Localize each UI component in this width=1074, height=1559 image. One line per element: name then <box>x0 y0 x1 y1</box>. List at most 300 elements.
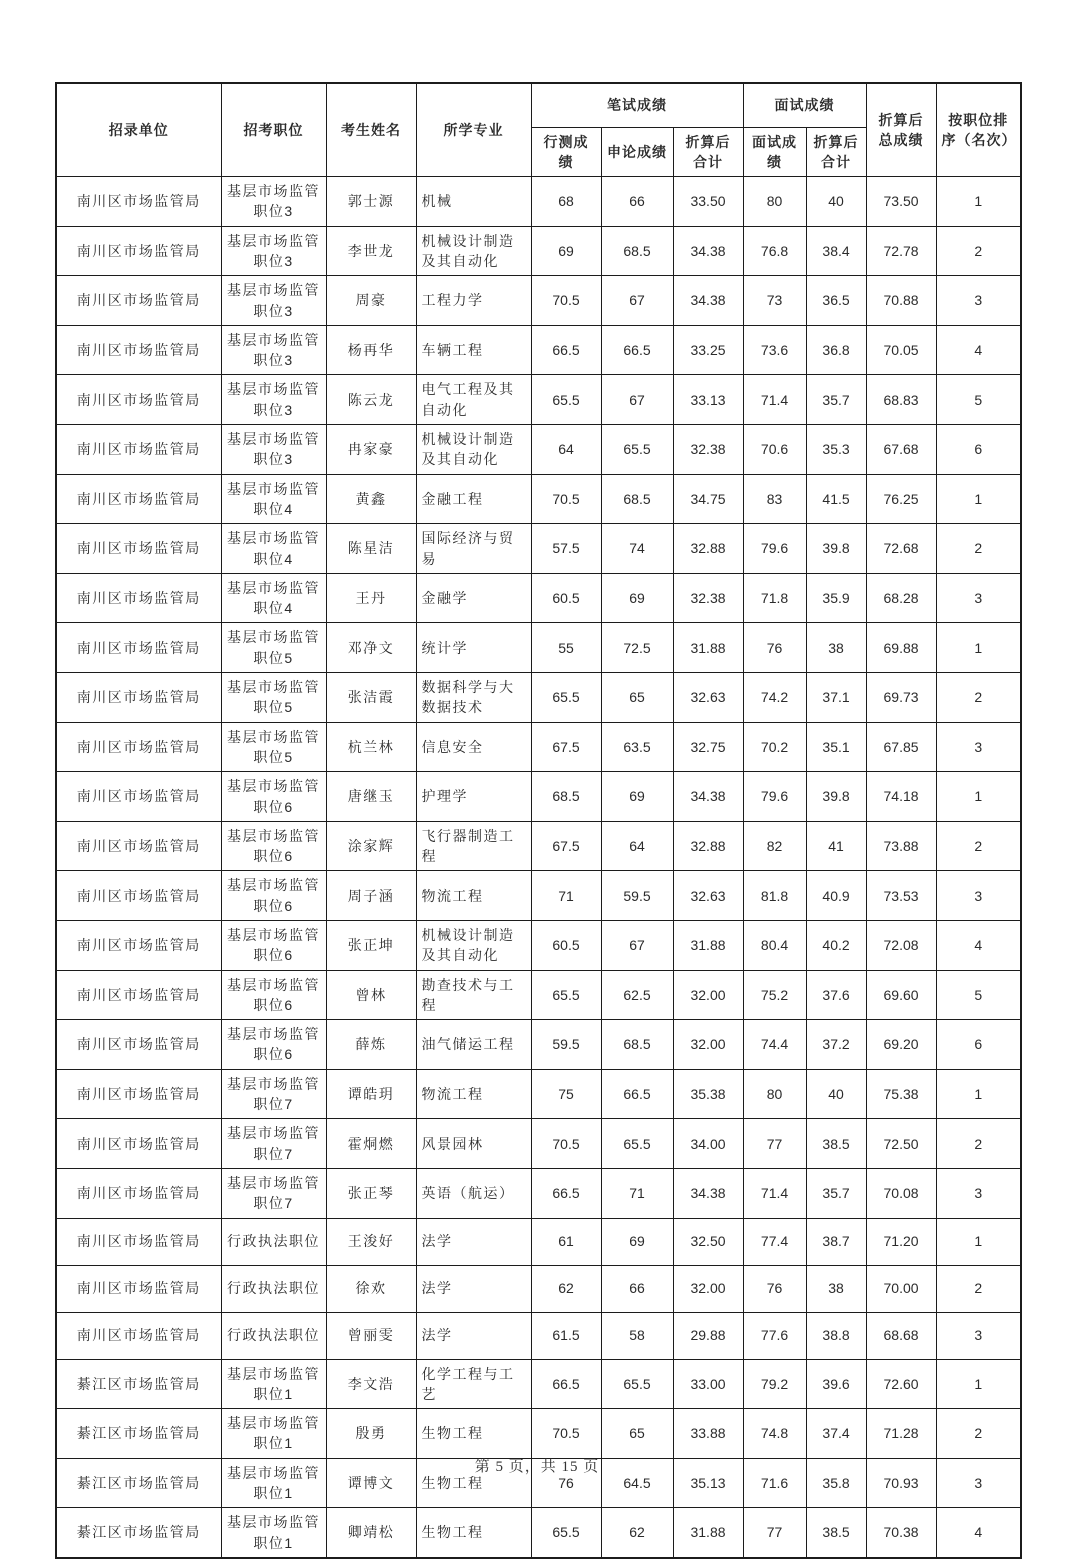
table-cell: 1 <box>936 1069 1021 1119</box>
table-cell: 39.6 <box>806 1359 866 1409</box>
table-cell: 南川区市场监管局 <box>56 623 221 673</box>
table-cell: 65.5 <box>531 970 601 1020</box>
table-cell: 基层市场监管职位6 <box>221 921 326 971</box>
table-cell: 薛炼 <box>326 1020 416 1070</box>
table-cell: 32.88 <box>673 821 743 871</box>
table-cell: 60.5 <box>531 573 601 623</box>
table-cell: 66.5 <box>531 1359 601 1409</box>
table-cell: 基层市场监管职位7 <box>221 1168 326 1218</box>
table-cell: 34.00 <box>673 1119 743 1169</box>
table-row <box>56 921 1021 971</box>
table-cell: 72.68 <box>866 524 936 574</box>
table-cell: 66 <box>601 1265 673 1312</box>
table-cell: 勘查技术与工程 <box>416 970 531 1020</box>
table-cell: 68.28 <box>866 573 936 623</box>
header-shenlun-score: 申论成绩 <box>601 127 673 177</box>
table-cell: 曾丽雯 <box>326 1312 416 1359</box>
table-cell: 1 <box>936 772 1021 822</box>
table-cell: 飞行器制造工程 <box>416 821 531 871</box>
table-cell: 33.00 <box>673 1359 743 1409</box>
table-cell: 基层市场监管职位3 <box>221 177 326 227</box>
table-cell: 物流工程 <box>416 1069 531 1119</box>
table-row <box>56 772 1021 822</box>
table-cell: 基层市场监管职位3 <box>221 375 326 425</box>
table-cell: 1 <box>936 1218 1021 1265</box>
table-cell: 73 <box>743 276 806 326</box>
table-cell: 69.60 <box>866 970 936 1020</box>
table-cell: 2 <box>936 226 1021 276</box>
table-cell: 南川区市场监管局 <box>56 1168 221 1218</box>
table-cell: 5 <box>936 375 1021 425</box>
table-cell: 英语（航运） <box>416 1168 531 1218</box>
table-cell: 73.53 <box>866 871 936 921</box>
table-cell: 2 <box>936 673 1021 723</box>
table-cell: 周子涵 <box>326 871 416 921</box>
table-cell: 基层市场监管职位5 <box>221 673 326 723</box>
table-cell: 67.68 <box>866 425 936 475</box>
table-cell: 70.88 <box>866 276 936 326</box>
table-cell: 65 <box>601 673 673 723</box>
table-cell: 63.5 <box>601 722 673 772</box>
table-cell: 65.5 <box>601 1119 673 1169</box>
table-cell: 谭皓玥 <box>326 1069 416 1119</box>
table-cell: 冉家豪 <box>326 425 416 475</box>
table-cell: 83 <box>743 474 806 524</box>
table-cell: 66 <box>601 177 673 227</box>
table-cell: 76 <box>531 1458 601 1508</box>
table-row <box>56 970 1021 1020</box>
table-cell: 72.60 <box>866 1359 936 1409</box>
table-cell: 70.05 <box>866 325 936 375</box>
table-cell: 74.4 <box>743 1020 806 1070</box>
table-cell: 6 <box>936 425 1021 475</box>
table-cell: 3 <box>936 573 1021 623</box>
table-cell: 基层市场监管职位3 <box>221 425 326 475</box>
table-cell: 73.88 <box>866 821 936 871</box>
table-cell: 35.7 <box>806 1168 866 1218</box>
table-cell: 涂家辉 <box>326 821 416 871</box>
table-cell: 74.2 <box>743 673 806 723</box>
table-cell: 61 <box>531 1218 601 1265</box>
table-cell: 南川区市场监管局 <box>56 276 221 326</box>
table-cell: 唐继玉 <box>326 772 416 822</box>
table-cell: 王丹 <box>326 573 416 623</box>
table-cell: 机械 <box>416 177 531 227</box>
table-cell: 31.88 <box>673 921 743 971</box>
table-cell: 65.5 <box>531 375 601 425</box>
table-cell: 71 <box>531 871 601 921</box>
table-cell: 基层市场监管职位6 <box>221 821 326 871</box>
table-cell: 72.50 <box>866 1119 936 1169</box>
table-cell: 68.5 <box>601 226 673 276</box>
page-number-footer: 第 5 页，共 15 页 <box>474 1459 600 1475</box>
table-cell: 38.4 <box>806 226 866 276</box>
table-cell: 基层市场监管职位4 <box>221 573 326 623</box>
table-cell: 6 <box>936 1020 1021 1070</box>
table-cell: 65.5 <box>531 1508 601 1558</box>
table-row <box>56 1409 1021 1459</box>
table-cell: 2 <box>936 1119 1021 1169</box>
table-cell: 统计学 <box>416 623 531 673</box>
table-cell: 徐欢 <box>326 1265 416 1312</box>
table-cell: 金融学 <box>416 573 531 623</box>
table-row <box>56 821 1021 871</box>
table-cell: 62 <box>601 1508 673 1558</box>
table-cell: 南川区市场监管局 <box>56 375 221 425</box>
table-cell: 38.7 <box>806 1218 866 1265</box>
table-cell: 4 <box>936 1508 1021 1558</box>
table-cell: 33.13 <box>673 375 743 425</box>
table-cell: 綦江区市场监管局 <box>56 1458 221 1508</box>
table-cell: 69 <box>601 573 673 623</box>
table-cell: 67 <box>601 921 673 971</box>
table-cell: 杨再华 <box>326 325 416 375</box>
table-cell: 67.5 <box>531 821 601 871</box>
table-cell: 65.5 <box>601 425 673 475</box>
table-cell: 1 <box>936 474 1021 524</box>
table-cell: 70.6 <box>743 425 806 475</box>
table-cell: 数据科学与大数据技术 <box>416 673 531 723</box>
table-cell: 南川区市场监管局 <box>56 921 221 971</box>
table-cell: 69 <box>601 1218 673 1265</box>
table-cell: 66.5 <box>601 1069 673 1119</box>
table-cell: 74.8 <box>743 1409 806 1459</box>
table-cell: 36.5 <box>806 276 866 326</box>
table-cell: 77.4 <box>743 1218 806 1265</box>
table-cell: 67.5 <box>531 722 601 772</box>
table-cell: 81.8 <box>743 871 806 921</box>
table-cell: 37.6 <box>806 970 866 1020</box>
table-row <box>56 425 1021 475</box>
table-cell: 3 <box>936 722 1021 772</box>
table-cell: 基层市场监管职位4 <box>221 524 326 574</box>
table-cell: 法学 <box>416 1265 531 1312</box>
table-cell: 南川区市场监管局 <box>56 821 221 871</box>
table-cell: 基层市场监管职位6 <box>221 970 326 1020</box>
table-cell: 55 <box>531 623 601 673</box>
table-cell: 32.75 <box>673 722 743 772</box>
table-cell: 80 <box>743 177 806 227</box>
table-cell: 南川区市场监管局 <box>56 573 221 623</box>
table-cell: 70.93 <box>866 1458 936 1508</box>
table-cell: 40 <box>806 177 866 227</box>
table-cell: 37.1 <box>806 673 866 723</box>
table-cell: 国际经济与贸易 <box>416 524 531 574</box>
table-row <box>56 276 1021 326</box>
table-row <box>56 177 1021 227</box>
table-cell: 霍烔燃 <box>326 1119 416 1169</box>
table-cell: 基层市场监管职位7 <box>221 1119 326 1169</box>
table-cell: 信息安全 <box>416 722 531 772</box>
table-cell: 南川区市场监管局 <box>56 673 221 723</box>
table-row <box>56 1020 1021 1070</box>
table-cell: 南川区市场监管局 <box>56 524 221 574</box>
table-cell: 南川区市场监管局 <box>56 1069 221 1119</box>
table-cell: 77.6 <box>743 1312 806 1359</box>
table-cell: 法学 <box>416 1218 531 1265</box>
table-cell: 70.5 <box>531 276 601 326</box>
table-cell: 64 <box>531 425 601 475</box>
table-cell: 33.25 <box>673 325 743 375</box>
table-cell: 72.08 <box>866 921 936 971</box>
table-cell: 74 <box>601 524 673 574</box>
table-cell: 39.8 <box>806 524 866 574</box>
table-row <box>56 1359 1021 1409</box>
table-cell: 卿靖松 <box>326 1508 416 1558</box>
header-interview-converted: 折算后合计 <box>806 127 866 177</box>
table-cell: 71.4 <box>743 375 806 425</box>
table-cell: 71.6 <box>743 1458 806 1508</box>
table-cell: 32.38 <box>673 573 743 623</box>
table-row <box>56 1168 1021 1218</box>
table-cell: 綦江区市场监管局 <box>56 1409 221 1459</box>
table-cell: 38.5 <box>806 1119 866 1169</box>
table-cell: 29.88 <box>673 1312 743 1359</box>
table-cell: 58 <box>601 1312 673 1359</box>
table-cell: 68 <box>531 177 601 227</box>
table-cell: 南川区市场监管局 <box>56 772 221 822</box>
table-row <box>56 871 1021 921</box>
table-cell: 72.5 <box>601 623 673 673</box>
table-row <box>56 1069 1021 1119</box>
table-cell: 生物工程 <box>416 1458 531 1508</box>
table-cell: 82 <box>743 821 806 871</box>
table-cell: 南川区市场监管局 <box>56 177 221 227</box>
table-cell: 32.63 <box>673 871 743 921</box>
table-cell: 基层市场监管职位5 <box>221 623 326 673</box>
table-cell: 68.5 <box>531 772 601 822</box>
table-cell: 75.38 <box>866 1069 936 1119</box>
table-cell: 70.5 <box>531 1119 601 1169</box>
table-cell: 南川区市场监管局 <box>56 474 221 524</box>
table-cell: 机械设计制造及其自动化 <box>416 921 531 971</box>
table-cell: 69.20 <box>866 1020 936 1070</box>
table-cell: 南川区市场监管局 <box>56 722 221 772</box>
table-cell: 65.5 <box>601 1359 673 1409</box>
table-cell: 70.5 <box>531 474 601 524</box>
table-cell: 法学 <box>416 1312 531 1359</box>
table-cell: 护理学 <box>416 772 531 822</box>
header-xingce-score: 行测成绩 <box>531 127 601 177</box>
table-cell: 79.6 <box>743 524 806 574</box>
table-cell: 南川区市场监管局 <box>56 1020 221 1070</box>
table-cell: 32.50 <box>673 1218 743 1265</box>
table-cell: 70.2 <box>743 722 806 772</box>
table-cell: 71 <box>601 1168 673 1218</box>
table-cell: 基层市场监管职位3 <box>221 325 326 375</box>
table-cell: 行政执法职位 <box>221 1265 326 1312</box>
table-row <box>56 673 1021 723</box>
header-row-groups <box>56 83 1021 127</box>
header-group-written-test: 笔试成绩 <box>531 83 743 127</box>
table-cell: 79.6 <box>743 772 806 822</box>
table-cell: 基层市场监管职位6 <box>221 871 326 921</box>
table-cell: 38.8 <box>806 1312 866 1359</box>
table-cell: 66.5 <box>601 325 673 375</box>
table-body <box>56 177 1021 1558</box>
table-cell: 南川区市场监管局 <box>56 871 221 921</box>
table-cell: 32.00 <box>673 1020 743 1070</box>
table-cell: 68.5 <box>601 474 673 524</box>
table-cell: 4 <box>936 921 1021 971</box>
table-cell: 41 <box>806 821 866 871</box>
table-cell: 基层市场监管职位5 <box>221 722 326 772</box>
table-cell: 31.88 <box>673 1508 743 1558</box>
table-cell: 57.5 <box>531 524 601 574</box>
table-cell: 32.00 <box>673 970 743 1020</box>
table-cell: 64 <box>601 821 673 871</box>
table-cell: 车辆工程 <box>416 325 531 375</box>
table-row <box>56 325 1021 375</box>
table-cell: 75.2 <box>743 970 806 1020</box>
table-cell: 40 <box>806 1069 866 1119</box>
table-cell: 73.50 <box>866 177 936 227</box>
table-cell: 3 <box>936 1312 1021 1359</box>
table-row <box>56 722 1021 772</box>
table-cell: 基层市场监管职位3 <box>221 226 326 276</box>
table-cell: 59.5 <box>531 1020 601 1070</box>
table-cell: 67 <box>601 276 673 326</box>
table-cell: 40.2 <box>806 921 866 971</box>
table-cell: 张正琴 <box>326 1168 416 1218</box>
table-cell: 34.38 <box>673 1168 743 1218</box>
table-cell: 3 <box>936 1168 1021 1218</box>
table-cell: 綦江区市场监管局 <box>56 1508 221 1558</box>
table-cell: 基层市场监管职位6 <box>221 1020 326 1070</box>
table-cell: 37.2 <box>806 1020 866 1070</box>
table-cell: 71.8 <box>743 573 806 623</box>
table-cell: 黄鑫 <box>326 474 416 524</box>
table-cell: 基层市场监管职位7 <box>221 1069 326 1119</box>
table-cell: 1 <box>936 1359 1021 1409</box>
table-cell: 机械设计制造及其自动化 <box>416 425 531 475</box>
table-cell: 南川区市场监管局 <box>56 325 221 375</box>
table-cell: 34.38 <box>673 772 743 822</box>
table-cell: 基层市场监管职位1 <box>221 1508 326 1558</box>
table-cell: 35.9 <box>806 573 866 623</box>
table-cell: 66.5 <box>531 1168 601 1218</box>
table-cell: 34.38 <box>673 226 743 276</box>
header-group-interview: 面试成绩 <box>743 83 866 127</box>
table-cell: 69 <box>601 772 673 822</box>
header-written-converted: 折算后合计 <box>673 127 743 177</box>
table-cell: 1 <box>936 177 1021 227</box>
table-cell: 72.78 <box>866 226 936 276</box>
table-cell: 35.7 <box>806 375 866 425</box>
table-cell: 化学工程与工艺 <box>416 1359 531 1409</box>
table-cell: 69 <box>531 226 601 276</box>
table-cell: 68.68 <box>866 1312 936 1359</box>
header-converted-total: 折算后总成绩 <box>866 83 936 177</box>
table-cell: 68.5 <box>601 1020 673 1070</box>
table-cell: 74.18 <box>866 772 936 822</box>
table-cell: 70.00 <box>866 1265 936 1312</box>
table-row <box>56 1312 1021 1359</box>
table-cell: 张洁霞 <box>326 673 416 723</box>
table-cell: 37.4 <box>806 1409 866 1459</box>
table-cell: 生物工程 <box>416 1409 531 1459</box>
table-cell: 41.5 <box>806 474 866 524</box>
table-cell: 南川区市场监管局 <box>56 226 221 276</box>
table-cell: 2 <box>936 821 1021 871</box>
table-cell: 电气工程及其自动化 <box>416 375 531 425</box>
table-cell: 邓净文 <box>326 623 416 673</box>
table-cell: 76 <box>743 1265 806 1312</box>
header-rank-by-position: 按职位排序（名次） <box>936 83 1021 177</box>
table-cell: 75 <box>531 1069 601 1119</box>
table-cell: 69.88 <box>866 623 936 673</box>
header-major: 所学专业 <box>416 83 531 177</box>
table-cell: 35.1 <box>806 722 866 772</box>
table-cell: 3 <box>936 1458 1021 1508</box>
table-row <box>56 1265 1021 1312</box>
table-cell: 殷勇 <box>326 1409 416 1459</box>
table-cell: 3 <box>936 871 1021 921</box>
table-cell: 油气储运工程 <box>416 1020 531 1070</box>
table-cell: 陈云龙 <box>326 375 416 425</box>
table-cell: 基层市场监管职位1 <box>221 1409 326 1459</box>
table-cell: 李文浩 <box>326 1359 416 1409</box>
table-cell: 34.38 <box>673 276 743 326</box>
table-cell: 71.20 <box>866 1218 936 1265</box>
table-cell: 周豪 <box>326 276 416 326</box>
table-cell: 36.8 <box>806 325 866 375</box>
table-cell: 38.5 <box>806 1508 866 1558</box>
table-cell: 80 <box>743 1069 806 1119</box>
table-cell: 70.5 <box>531 1409 601 1459</box>
table-cell: 生物工程 <box>416 1508 531 1558</box>
table-cell: 南川区市场监管局 <box>56 1312 221 1359</box>
table-row <box>56 1218 1021 1265</box>
header-position: 招考职位 <box>221 83 326 177</box>
table-cell: 65.5 <box>531 673 601 723</box>
table-cell: 40.9 <box>806 871 866 921</box>
table-cell: 李世龙 <box>326 226 416 276</box>
table-cell: 郭士源 <box>326 177 416 227</box>
table-cell: 70.08 <box>866 1168 936 1218</box>
table-cell: 62.5 <box>601 970 673 1020</box>
table-cell: 77 <box>743 1508 806 1558</box>
table-cell: 67 <box>601 375 673 425</box>
table-cell: 69.73 <box>866 673 936 723</box>
table-cell: 綦江区市场监管局 <box>56 1359 221 1409</box>
table-row <box>56 1119 1021 1169</box>
table-cell: 35.13 <box>673 1458 743 1508</box>
table-cell: 61.5 <box>531 1312 601 1359</box>
table-cell: 谭博文 <box>326 1458 416 1508</box>
table-cell: 南川区市场监管局 <box>56 1265 221 1312</box>
table-cell: 3 <box>936 276 1021 326</box>
table-cell: 65 <box>601 1409 673 1459</box>
table-cell: 60.5 <box>531 921 601 971</box>
table-cell: 基层市场监管职位3 <box>221 276 326 326</box>
table-cell: 35.38 <box>673 1069 743 1119</box>
table-cell: 76.25 <box>866 474 936 524</box>
table-cell: 76.8 <box>743 226 806 276</box>
header-recruiting-unit: 招录单位 <box>56 83 221 177</box>
table-cell: 南川区市场监管局 <box>56 1218 221 1265</box>
table-cell: 工程力学 <box>416 276 531 326</box>
table-cell: 33.50 <box>673 177 743 227</box>
table-cell: 4 <box>936 325 1021 375</box>
table-cell: 64.5 <box>601 1458 673 1508</box>
table-row <box>56 226 1021 276</box>
table-cell: 1 <box>936 623 1021 673</box>
table-cell: 基层市场监管职位6 <box>221 772 326 822</box>
table-cell: 基层市场监管职位1 <box>221 1458 326 1508</box>
header-interview-score: 面试成绩 <box>743 127 806 177</box>
table-cell: 金融工程 <box>416 474 531 524</box>
